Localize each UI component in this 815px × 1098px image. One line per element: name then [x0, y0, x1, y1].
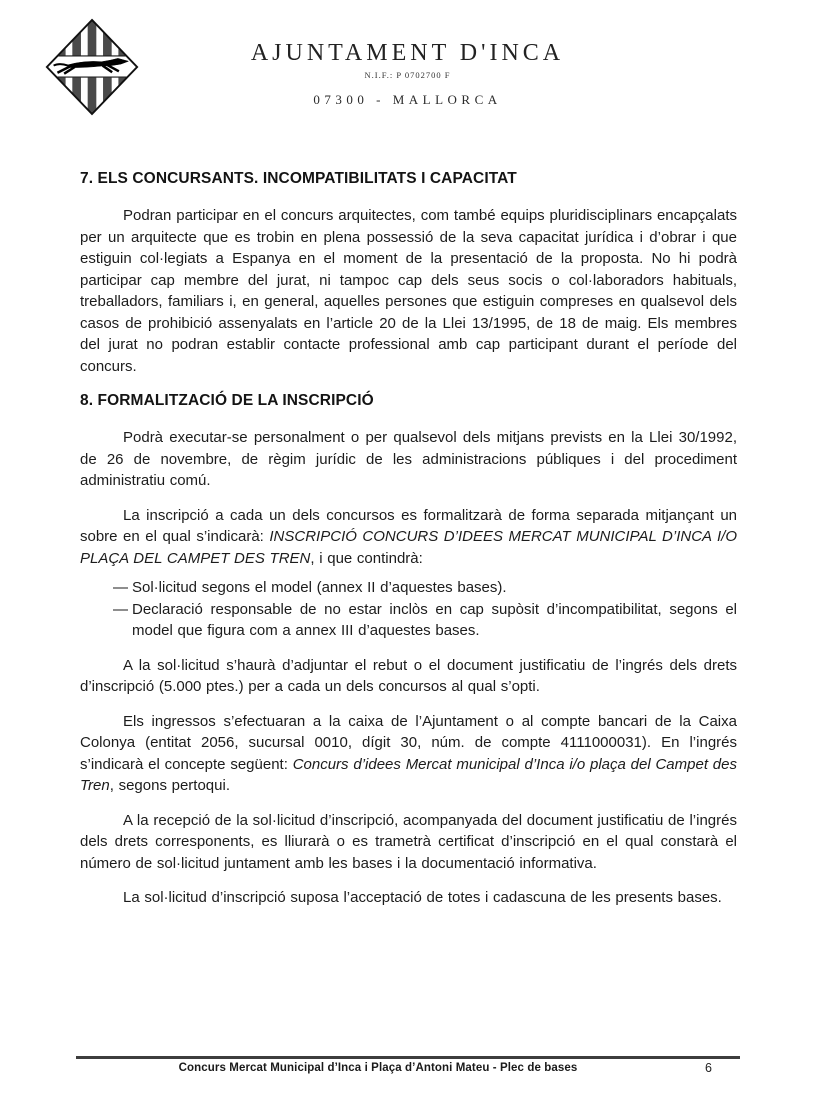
list-item: [113, 577, 737, 599]
org-title: AJUNTAMENT D'INCA: [250, 40, 565, 66]
dash-bullet: —: [113, 579, 128, 596]
section-8-heading: 8. FORMALITZACIÓ DE LA INSCRIPCIÓ: [80, 392, 374, 409]
org-nif: N.I.F.: P 0702700 F: [364, 70, 451, 80]
list-item: [113, 599, 737, 642]
paragraph-4-text: Els ingressos s’efectuaran a la caixa de l’Ajuntament o al compte bancari de la Caixa Colonya (entitat 2056, sucursal 0010, dígit 30, núm. de compte 4111000031). En l’ingrés s’indicarà el concepte següent:: [80, 712, 737, 773]
footer-title: Concurs Mercat Municipal d’Inca i Plaça d’Antoni Mateu - Plec de bases: [178, 1062, 578, 1074]
section-8-paragraph-6: La sol·licitud d’inscripció suposa l’acceptació de totes i cadascuna de les presents bases.: [123, 889, 722, 906]
footer-divider: [76, 1056, 740, 1059]
inscription-contents-list: [80, 577, 737, 642]
org-city: 07300 - MALLORCA: [313, 92, 502, 107]
section-8-paragraph-4: [80, 711, 737, 797]
section-7-paragraph-1: Podran participar en el concurs arquitectes, com també equips pluridisciplinars encapçalats per un arquitecte que es trobin en plena possessió de la seva capacitat jurídica i d’obrar i que estiguin col·legiats a Espanya en el moment de la presentació de la proposta. No hi podrà participar cap membre del jurat, ni tampoc cap dels seus socis o col·laboradors habituals, treballadors, familiars i, en general, aquelles persones que estiguin compreses en qualsevol dels casos de prohibició assenyalats en l’article 20 de la Llei 13/1995, de 18 de maig. Els membres del jurat no podran establir contacte professional amb cap participant durant el període del concurs.: [80, 207, 737, 375]
header-text-block: [0, 40, 815, 108]
dash-bullet: —: [113, 600, 128, 618]
document-body: [80, 168, 737, 922]
paragraph-4-tail: , segons pertoqui.: [109, 777, 230, 794]
paragraph-2-italic: INSCRIPCIÓ CONCURS D’IDEES MERCAT MUNICIPAL D’INCA I/O PLAÇA DEL CAMPET DES TREN: [80, 528, 738, 567]
paragraph-2-tail: , i que contindrà:: [310, 549, 423, 567]
paragraph-2-text: La inscripció a cada un dels concursos es formalitzarà de forma separada mitjançant un sobre en el qual s’indicarà:: [80, 506, 737, 545]
section-7-heading: 7. ELS CONCURSANTS. INCOMPATIBILITATS I CAPACITAT: [80, 170, 517, 187]
section-8-paragraph-3: A la sol·licitud s’haurà d’adjuntar el rebut o el document justificatiu de l’ingrés dels drets d’inscripció (5.000 ptes.) per a cada un dels concursos al qual s’opti.: [80, 656, 737, 695]
section-8-paragraph-1: Podrà executar-se personalment o per qualsevol dels mitjans prevists en la Llei 30/1992, de 26 de novembre, de règim jurídic de les administracions públiques i del procediment administratiu comú.: [80, 429, 737, 489]
document-footer: [76, 1061, 740, 1081]
list-item-text: Sol·licitud segons el model (annex II d’aquestes bases).: [132, 579, 507, 596]
list-item-text: Declaració responsable de no estar inclòs en cap supòsit d’incompatibilitat, segons el model que figura com a annex III d’aquestes bases.: [132, 600, 737, 639]
section-8-paragraph-2: [80, 505, 737, 570]
paragraph-4-italic: Concurs d’idees Mercat municipal d’Inca i/o plaça del Campet des Tren: [80, 755, 737, 794]
page-number: 6: [705, 1061, 712, 1075]
section-8-paragraph-5: A la recepció de la sol·licitud d’inscripció, acompanyada del document justificatiu de l’ingrés dels drets corresponents, es lliurarà o es trametrà certificat d’inscripció en el qual constarà el número de sol·licitud juntament amb les bases i la documentació informativa.: [80, 811, 737, 872]
